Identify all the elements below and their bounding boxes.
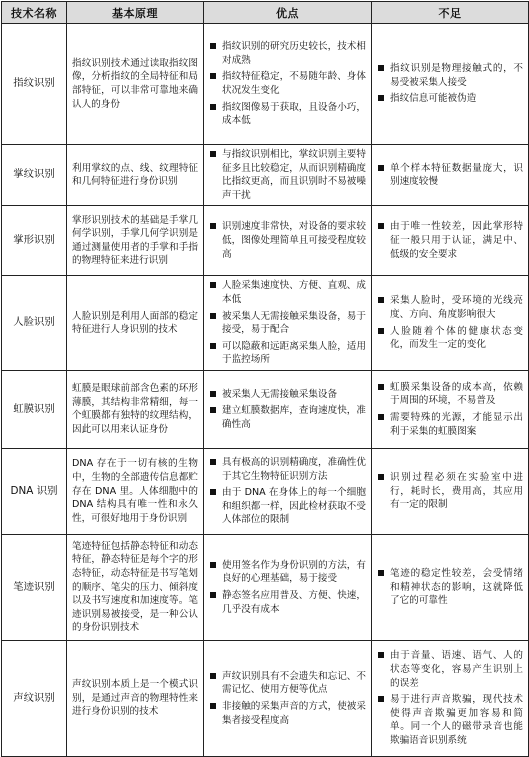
cons-item: [377, 381, 523, 408]
pros-item-text: 识别速度非常快，对设备的要求较低，图像处理简单且可接受程度较高: [222, 221, 366, 260]
pros-cell: [204, 206, 372, 276]
bullet-square-icon: [378, 696, 384, 702]
bullet-square-icon: [210, 673, 216, 679]
bullet-square-icon: [210, 73, 216, 79]
pros-item: [209, 101, 366, 128]
cons-list: [377, 62, 523, 106]
header-pros: 优点: [204, 2, 372, 24]
pros-item: [209, 70, 366, 97]
bullet-square-icon: [210, 282, 216, 288]
principle-cell: 人脸识别是利用人面部的稳定特征进行人身识别的技术: [67, 276, 204, 371]
bullet-square-icon: [378, 474, 384, 480]
pros-cell: [204, 534, 372, 640]
cons-item: [377, 567, 523, 608]
principle-cell: 指纹识别技术通过读取指纹图像，分析指纹的全局特征和局部特征，可以非常可靠地来确认人的身份: [67, 24, 204, 145]
bullet-square-icon: [210, 104, 216, 110]
pros-cell: [204, 24, 372, 145]
bullet-square-icon: [378, 95, 384, 101]
bullet-square-icon: [210, 703, 216, 709]
cons-item: [377, 220, 523, 261]
tech-name-cell: 掌纹识别: [2, 145, 67, 206]
tech-name-cell: DNA 识别: [2, 448, 67, 534]
bullet-square-icon: [210, 407, 216, 413]
cons-cell: [372, 534, 529, 640]
cons-item-text: 笔迹的稳定性较差，会受情绪和精神状态的影响，这就降低了它的可靠性: [390, 568, 523, 607]
cons-item-text: 需要特殊的光源，才能显示出利于采集的虹膜图案: [390, 411, 523, 437]
cons-item-text: 易于进行声音欺骗，现代技术使得声音欺骗更加容易和简单。同一个人的磁带录音也能欺骗语音识别系统: [390, 694, 523, 746]
pros-item: [209, 486, 366, 527]
pros-cell: [204, 448, 372, 534]
pros-item-text: 建立虹膜数据库，查询速度快，准确性高: [222, 405, 366, 430]
bullet-square-icon: [378, 165, 384, 171]
pros-item-text: 可以隐蔽和远距离采集人脸，适用于监控场所: [222, 340, 366, 366]
bullet-square-icon: [378, 297, 384, 303]
pros-item-text: 静态签名应用普及、方便、快速，几乎没有成本: [222, 589, 366, 615]
pros-item-text: 使用签名作为身份识别的方法，有良好的心理基础，易于接受: [222, 559, 366, 585]
cons-item: [377, 92, 523, 106]
pros-cell: [204, 370, 372, 448]
table-body: [2, 24, 529, 757]
pros-item-text: 具有极高的识别精确度，准确性优于其它生物特征识别方法: [222, 456, 366, 482]
bullet-square-icon: [378, 65, 384, 71]
pros-item-text: 人脸采集速度快、方便、直观、成本低: [222, 280, 366, 305]
table-row: [2, 145, 529, 206]
table-row: [2, 640, 529, 756]
pros-item: [209, 559, 366, 586]
pros-list: [209, 670, 366, 727]
principle-cell: 虹膜是眼球前部含色素的环形薄膜，其结构非常精细，每一个虹膜都有独特的纹理结构，因此可以用来认证身份: [67, 370, 204, 448]
table-row: [2, 24, 529, 145]
bullet-square-icon: [378, 328, 384, 334]
cons-item-text: 单个样本特征数据量庞大，识别速度较慢: [390, 162, 523, 188]
pros-item: [209, 220, 366, 261]
tech-name-cell: 笔迹识别: [2, 534, 67, 640]
cons-cell: [372, 24, 529, 145]
bullet-square-icon: [378, 570, 384, 576]
pros-item-text: 被采集人无需接触采集设备: [222, 388, 338, 400]
pros-cell: [204, 145, 372, 206]
cons-item: [377, 471, 523, 512]
pros-item: [209, 40, 366, 67]
cons-item: [377, 325, 523, 352]
table-row: [2, 276, 529, 371]
principle-cell: 利用掌纹的点、线、纹理特征和几何特征进行身份识别: [67, 145, 204, 206]
pros-item-text: 被采集人无需接触采集设备，易于接受，易于配合: [222, 310, 366, 336]
bullet-square-icon: [210, 459, 216, 465]
principle-cell: 笔迹特征包括静态特征和动态特征，静态特征是每个字的形态特征，动态特征是书写笔划的顺序、笔尖的压力、倾斜度以及书写速度和加速度等。笔迹识别易被接受，是一种公认的身份识别技术: [67, 534, 204, 640]
cons-cell: [372, 640, 529, 756]
cons-list: [377, 381, 523, 438]
bullet-square-icon: [210, 313, 216, 319]
bullet-square-icon: [210, 343, 216, 349]
bullet-square-icon: [210, 391, 216, 397]
cons-cell: [372, 448, 529, 534]
pros-cell: [204, 640, 372, 756]
tech-name-cell: 虹膜识别: [2, 370, 67, 448]
header-principle: 基本原理: [67, 2, 204, 24]
cons-item: [377, 162, 523, 189]
cons-item: [377, 411, 523, 438]
bullet-square-icon: [210, 489, 216, 495]
cons-item-text: 识别过程必须在实验室中进行，耗时长，费用高，其应用有一定的限制: [390, 472, 523, 511]
pros-item-text: 指纹特征稳定，不易随年龄、身体状况发生变化: [222, 71, 366, 96]
pros-item: [209, 340, 366, 367]
bullet-square-icon: [378, 223, 384, 229]
pros-item-text: 指纹识别的研究历史较长，技术相对成熟: [222, 41, 366, 66]
cons-item-text: 人脸随着个体的健康状态变化，而发生一定的变化: [390, 325, 523, 351]
cons-list: [377, 567, 523, 608]
cons-cell: [372, 206, 529, 276]
cons-item-text: 由于音量、语速、语气、人的状态等变化，容易产生识别上的误差: [390, 650, 523, 689]
pros-cell: [204, 276, 372, 371]
pros-item: [209, 279, 366, 306]
cons-item-text: 指纹识别是物理接触式的，不易受被采集人接受: [390, 63, 523, 88]
table-row: [2, 370, 529, 448]
cons-item: [377, 62, 523, 89]
bullet-square-icon: [378, 414, 384, 420]
pros-item: [209, 404, 366, 431]
principle-cell: 声纹识别本质上是一个模式识别，是通过声音的物理特性来进行身份识别的技术: [67, 640, 204, 756]
cons-list: [377, 471, 523, 512]
table-header-row: [2, 2, 529, 24]
pros-item: [209, 589, 366, 616]
pros-item: [209, 670, 366, 697]
pros-item: [209, 456, 366, 483]
bullet-square-icon: [210, 562, 216, 568]
header-cons: 不足: [372, 2, 529, 24]
table-row: [2, 534, 529, 640]
bullet-square-icon: [210, 43, 216, 49]
bullet-square-icon: [210, 592, 216, 598]
cons-item-text: 采集人脸时，受环境的光线亮度、方向、角度影响很大: [390, 295, 523, 321]
pros-item-text: 由于 DNA 在身体上的每一个细胞和组织都一样，因此检材获取不受人体部位的限制: [222, 487, 366, 526]
biometric-comparison-table: [1, 1, 529, 757]
cons-list: [377, 649, 523, 747]
pros-list: [209, 456, 366, 527]
cons-list: [377, 294, 523, 351]
pros-list: [209, 220, 366, 261]
pros-item-text: 与指纹识别相比，掌纹识别主要特征多且比较稳定，从而识别精确度比指纹更高，而且识别时不易被噪声干扰: [222, 149, 366, 201]
pros-item-text: 声纹识别具有不会遗失和忘记、不需记忆、使用方便等优点: [222, 670, 366, 696]
pros-item: [209, 148, 366, 202]
cons-item-text: 虹膜采集设备的成本高，依赖于周围的环境，不易普及: [390, 381, 523, 407]
principle-cell: 掌形识别技术的基础是手掌几何学识别，手掌几何学识别是通过测量使用者的手掌和手指的物理特征来进行识别: [67, 206, 204, 276]
bullet-square-icon: [210, 223, 216, 229]
cons-item: [377, 693, 523, 747]
pros-item-text: 指纹图像易于获取，且设备小巧，成本低: [222, 101, 366, 127]
pros-list: [209, 279, 366, 367]
cons-item-text: 由于唯一性较差，因此掌形特征一般只用于认证，满足中、低级的安全要求: [390, 221, 523, 260]
bullet-square-icon: [378, 384, 384, 390]
tech-name-cell: 掌形识别: [2, 206, 67, 276]
cons-cell: [372, 276, 529, 371]
cons-cell: [372, 370, 529, 448]
cons-item: [377, 294, 523, 321]
tech-name-cell: 声纹识别: [2, 640, 67, 756]
pros-list: [209, 388, 366, 432]
pros-item-text: 非接触的采集声音的方式，使被采集者接受程度高: [222, 700, 366, 726]
bullet-square-icon: [210, 151, 216, 157]
table-row: [2, 206, 529, 276]
pros-list: [209, 559, 366, 616]
header-tech-name: 技术名称: [2, 2, 67, 24]
principle-cell: DNA 存在于一切有核的生物中，生物的全部遗传信息都贮存在 DNA 里。人体细胞中的 DNA 结构具有唯一性和永久性，可很好地用于身份识别: [67, 448, 204, 534]
bullet-square-icon: [378, 652, 384, 658]
pros-list: [209, 40, 366, 128]
pros-item: [209, 310, 366, 337]
pros-item: [209, 388, 366, 402]
tech-name-cell: 指纹识别: [2, 24, 67, 145]
cons-list: [377, 220, 523, 261]
pros-list: [209, 148, 366, 202]
pros-item: [209, 700, 366, 727]
cons-list: [377, 162, 523, 189]
cons-cell: [372, 145, 529, 206]
cons-item: [377, 649, 523, 690]
cons-item-text: 指纹信息可能被伪造: [390, 93, 477, 105]
tech-name-cell: 人脸识别: [2, 276, 67, 371]
table-row: [2, 448, 529, 534]
